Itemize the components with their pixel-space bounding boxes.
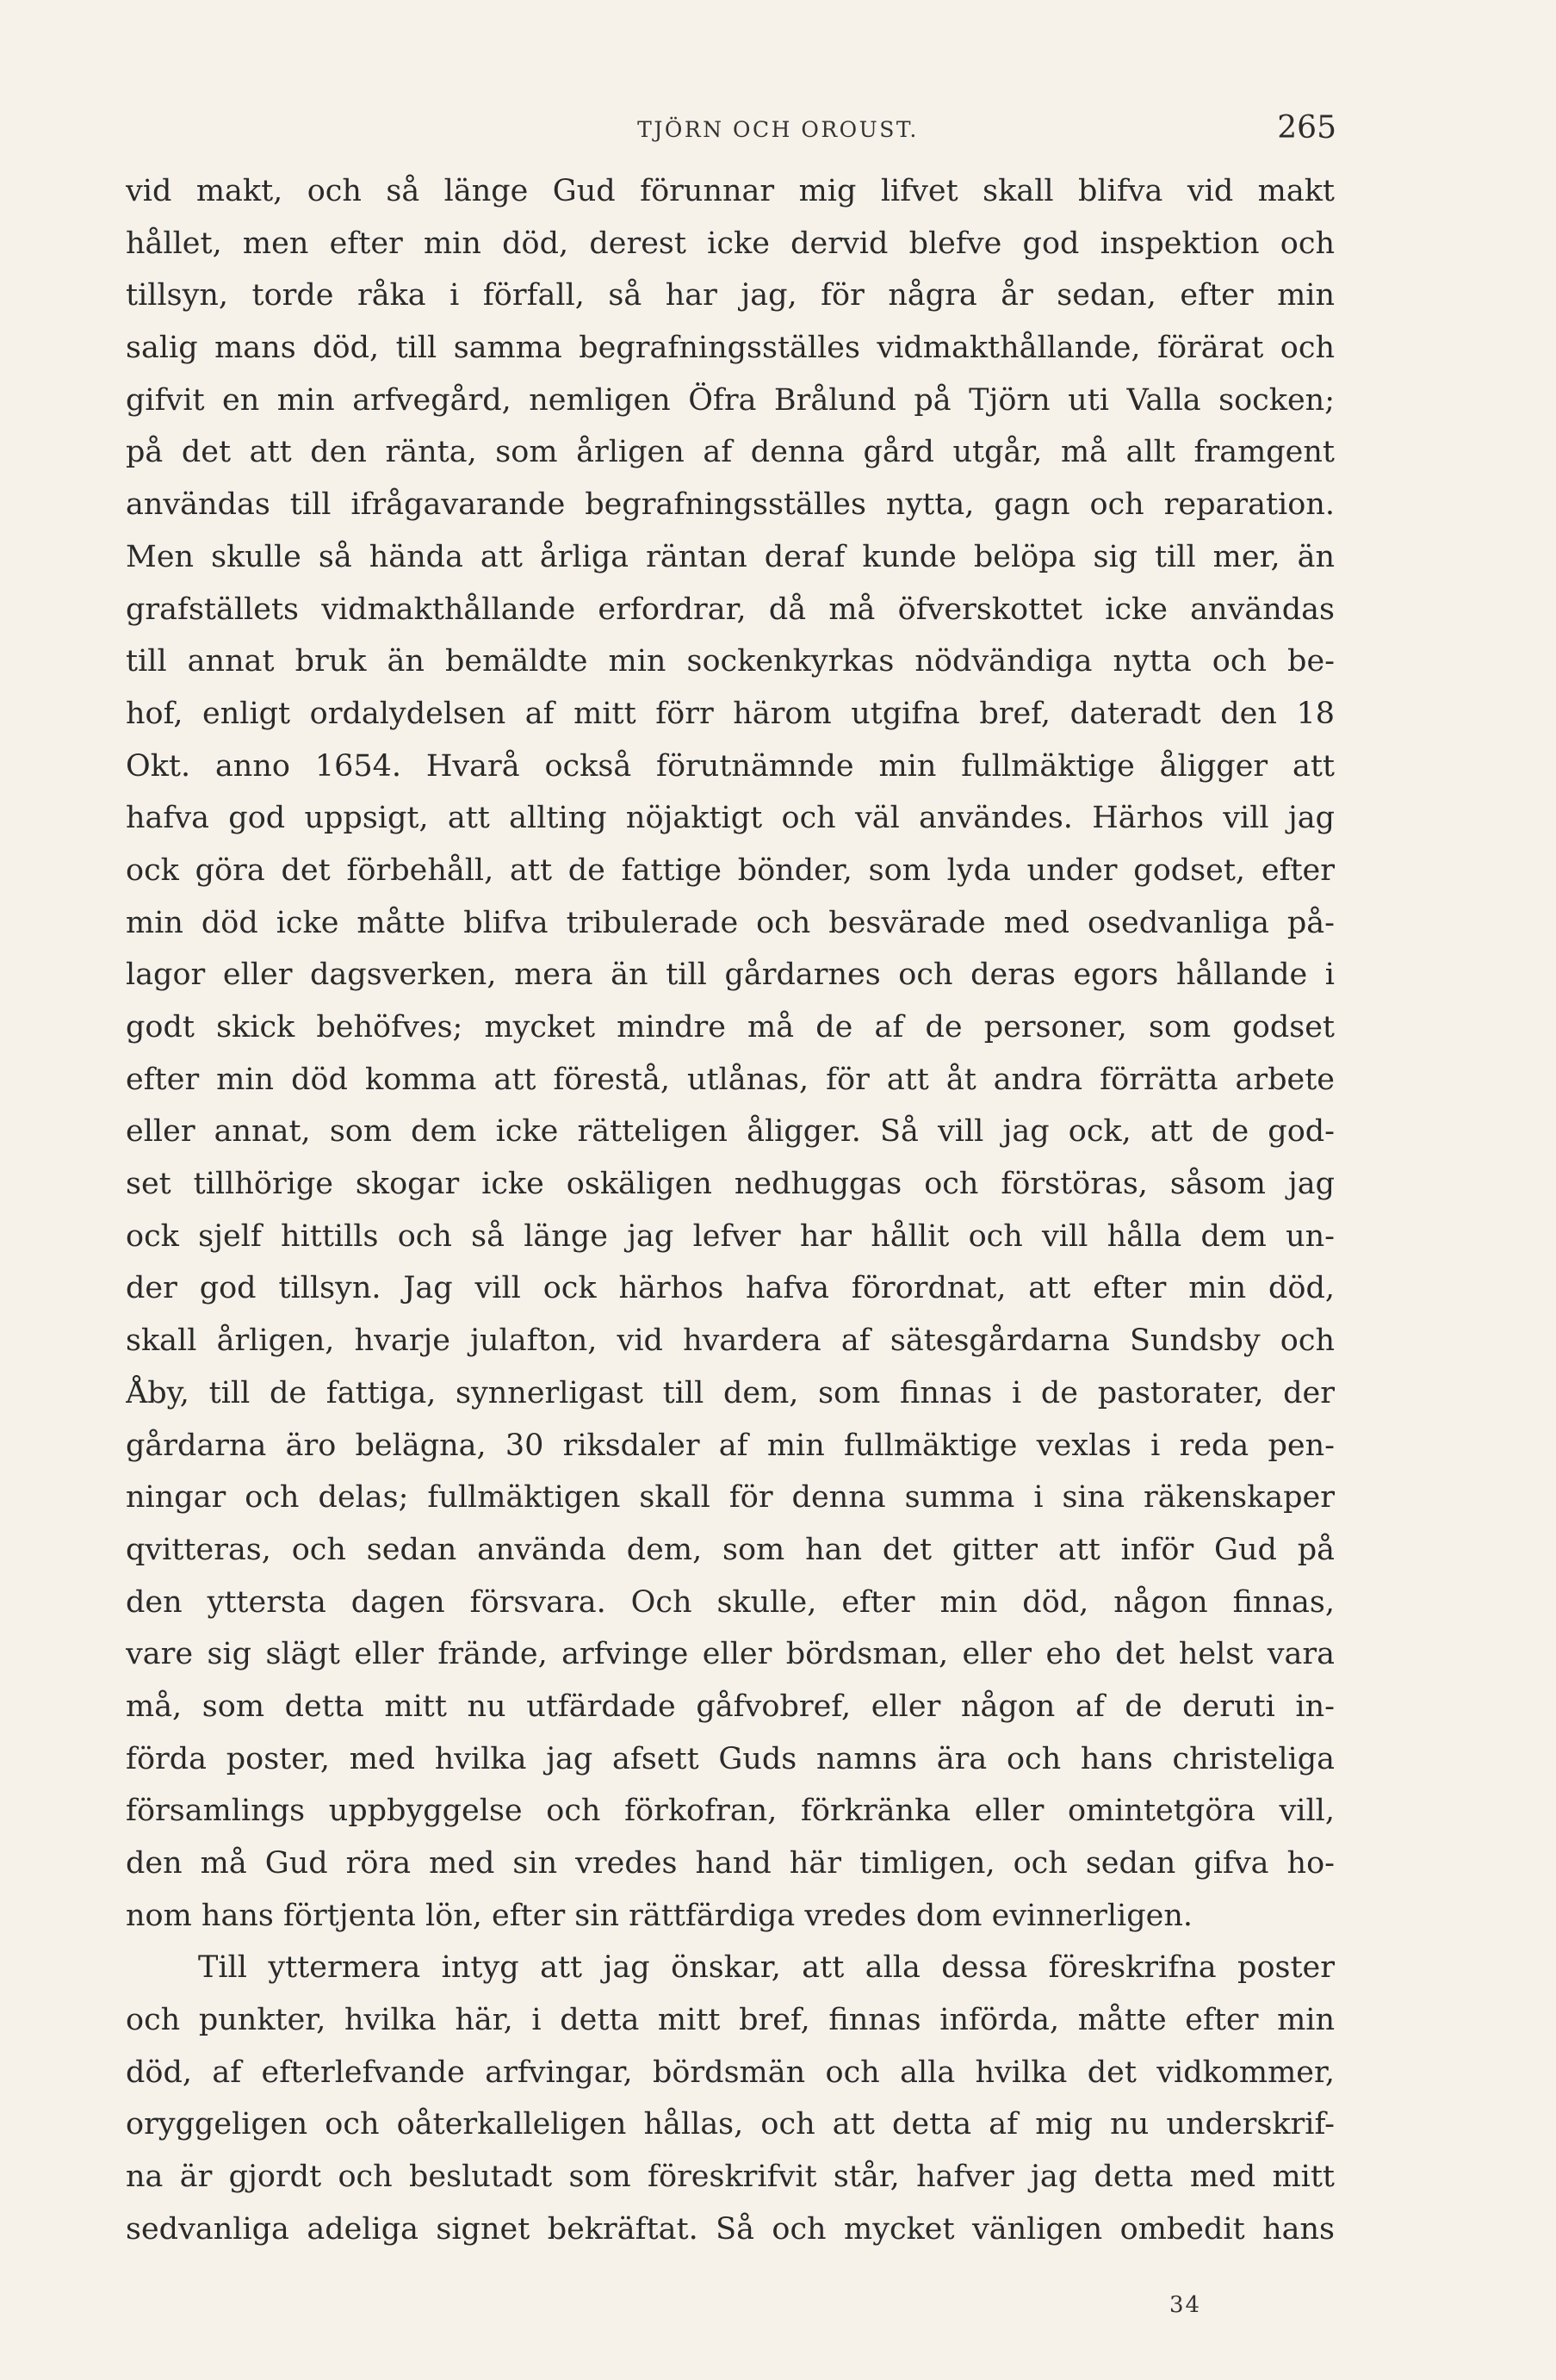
text-line: salig mans död, till samma begrafningsställes vidmakthållande, förärat och [126, 331, 1335, 366]
text-line: skall årligen, hvarje julafton, vid hvardera af sätesgårdarna Sundsby och [126, 1323, 1335, 1359]
text-line: na är gjordt och beslutadt som föreskrifvit står, hafver jag detta med mitt [126, 2160, 1335, 2195]
running-title: TJÖRN OCH OROUST. [637, 117, 919, 142]
text-line: nom hans förtjenta lön, efter sin rättfärdiga vredes dom evinnerligen. [126, 1898, 1193, 1933]
text-line: ock sjelf hittills och så länge jag lefver har hållit och vill hålla dem un- [126, 1218, 1335, 1254]
text-line: vid makt, och så länge Gud förunnar mig lifvet skall blifva vid makt [126, 174, 1335, 208]
text-line: Okt. anno 1654. Hvarå också förutnämnde min fullmäktige åligger att [126, 748, 1335, 784]
text-line: gifvit en min arfvegård, nemligen Öfra Brålund på Tjörn uti Valla socken; [126, 382, 1335, 418]
text-line: min död icke måtte blifva tribulerade och besvärade med osedvanliga på- [126, 905, 1335, 940]
text-line: Åby, till de fattiga, synnerligast till dem, som finnas i de pastorater, der [126, 1375, 1335, 1410]
signature-mark: 34 [1169, 2292, 1202, 2318]
text-line: oryggeligen och oåterkalleligen hållas, och att detta af mig nu underskrif- [126, 2107, 1335, 2142]
text-line: död, af efterlefvande arfvingar, bördsmän och alla hvilka det vidkommer, [126, 2055, 1335, 2090]
page-number: 265 [1277, 110, 1336, 146]
text-line: eller annat, som dem icke rätteligen åligger. Så vill jag ock, att de god- [126, 1114, 1335, 1150]
text-line: hof, enligt ordalydelsen af mitt förr härom utgifna bref, dateradt den 18 [126, 696, 1335, 731]
text-line: församlings uppbyggelse och förkofran, förkränka eller omintetgöra vill, [126, 1794, 1335, 1829]
text-line: set tillhörige skogar icke oskäligen nedhuggas och förstöras, såsom jag [126, 1167, 1335, 1202]
text-line: sedvanliga adeliga signet bekräftat. Så och mycket vänligen ombedit hans [126, 2211, 1335, 2247]
text-line: godt skick behöfves; mycket mindre må de af de personer, som godset [126, 1010, 1335, 1044]
text-line: ningar och delas; fullmäktigen skall för denna summa i sina räkenskaper [126, 1480, 1335, 1515]
text-line: gårdarna äro belägna, 30 riksdaler af min fullmäktige vexlas i reda pen- [126, 1428, 1335, 1463]
text-line: grafställets vidmakthållande erfordrar, då må öfverskottet icke användas [126, 592, 1335, 627]
text-line: må, som detta mitt nu utfärdade gåfvobref, eller någon af de deruti in- [126, 1689, 1335, 1724]
text-line: den må Gud röra med sin vredes hand här timligen, och sedan gifva ho- [126, 1846, 1335, 1881]
text-line: förda poster, med hvilka jag afsett Guds namns ära och hans christeliga [126, 1741, 1335, 1776]
running-head [0, 110, 1556, 153]
text-line: der god tillsyn. Jag vill ock härhos hafva förordnat, att efter min död, [126, 1271, 1335, 1306]
text-line: hafva god uppsigt, att allting nöjaktigt och väl användes. Härhos vill jag [126, 801, 1335, 836]
text-line: på det att den ränta, som årligen af denna gård utgår, må allt framgent [126, 435, 1335, 470]
text-line: vare sig slägt eller frände, arfvinge eller bördsman, eller eho det helst vara [126, 1637, 1335, 1672]
text-line-paragraph-start: Till yttermera intyg att jag önskar, att alla dessa föreskrifna poster [198, 1950, 1335, 1986]
text-line: Men skulle så hända att årliga räntan deraf kunde belöpa sig till mer, än [126, 539, 1335, 574]
text-line: ock göra det förbehåll, att de fattige bönder, som lyda under godset, efter [126, 852, 1335, 888]
text-line: och punkter, hvilka här, i detta mitt bref, finnas införda, måtte efter min [126, 2003, 1335, 2038]
text-line: till annat bruk än bemäldte min sockenkyrkas nödvändiga nytta och be- [126, 644, 1335, 679]
text-line: qvitteras, och sedan använda dem, som han det gitter att inför Gud på [126, 1532, 1335, 1567]
text-line: användas till ifrågavarande begrafningsställes nytta, gagn och reparation. [126, 487, 1335, 523]
body-text [126, 165, 1335, 2256]
text-line: lagor eller dagsverken, mera än till gårdarnes och deras egors hållande i [126, 958, 1335, 993]
text-line: efter min död komma att förestå, utlånas, för att åt andra förrätta arbete [126, 1062, 1335, 1097]
text-line: tillsyn, torde råka i förfall, så har jag, för några år sedan, efter min [126, 278, 1335, 313]
text-line: hållet, men efter min död, derest icke dervid blefve god inspektion och [126, 226, 1335, 261]
text-line: den yttersta dagen försvara. Och skulle, efter min död, någon finnas, [126, 1584, 1335, 1620]
